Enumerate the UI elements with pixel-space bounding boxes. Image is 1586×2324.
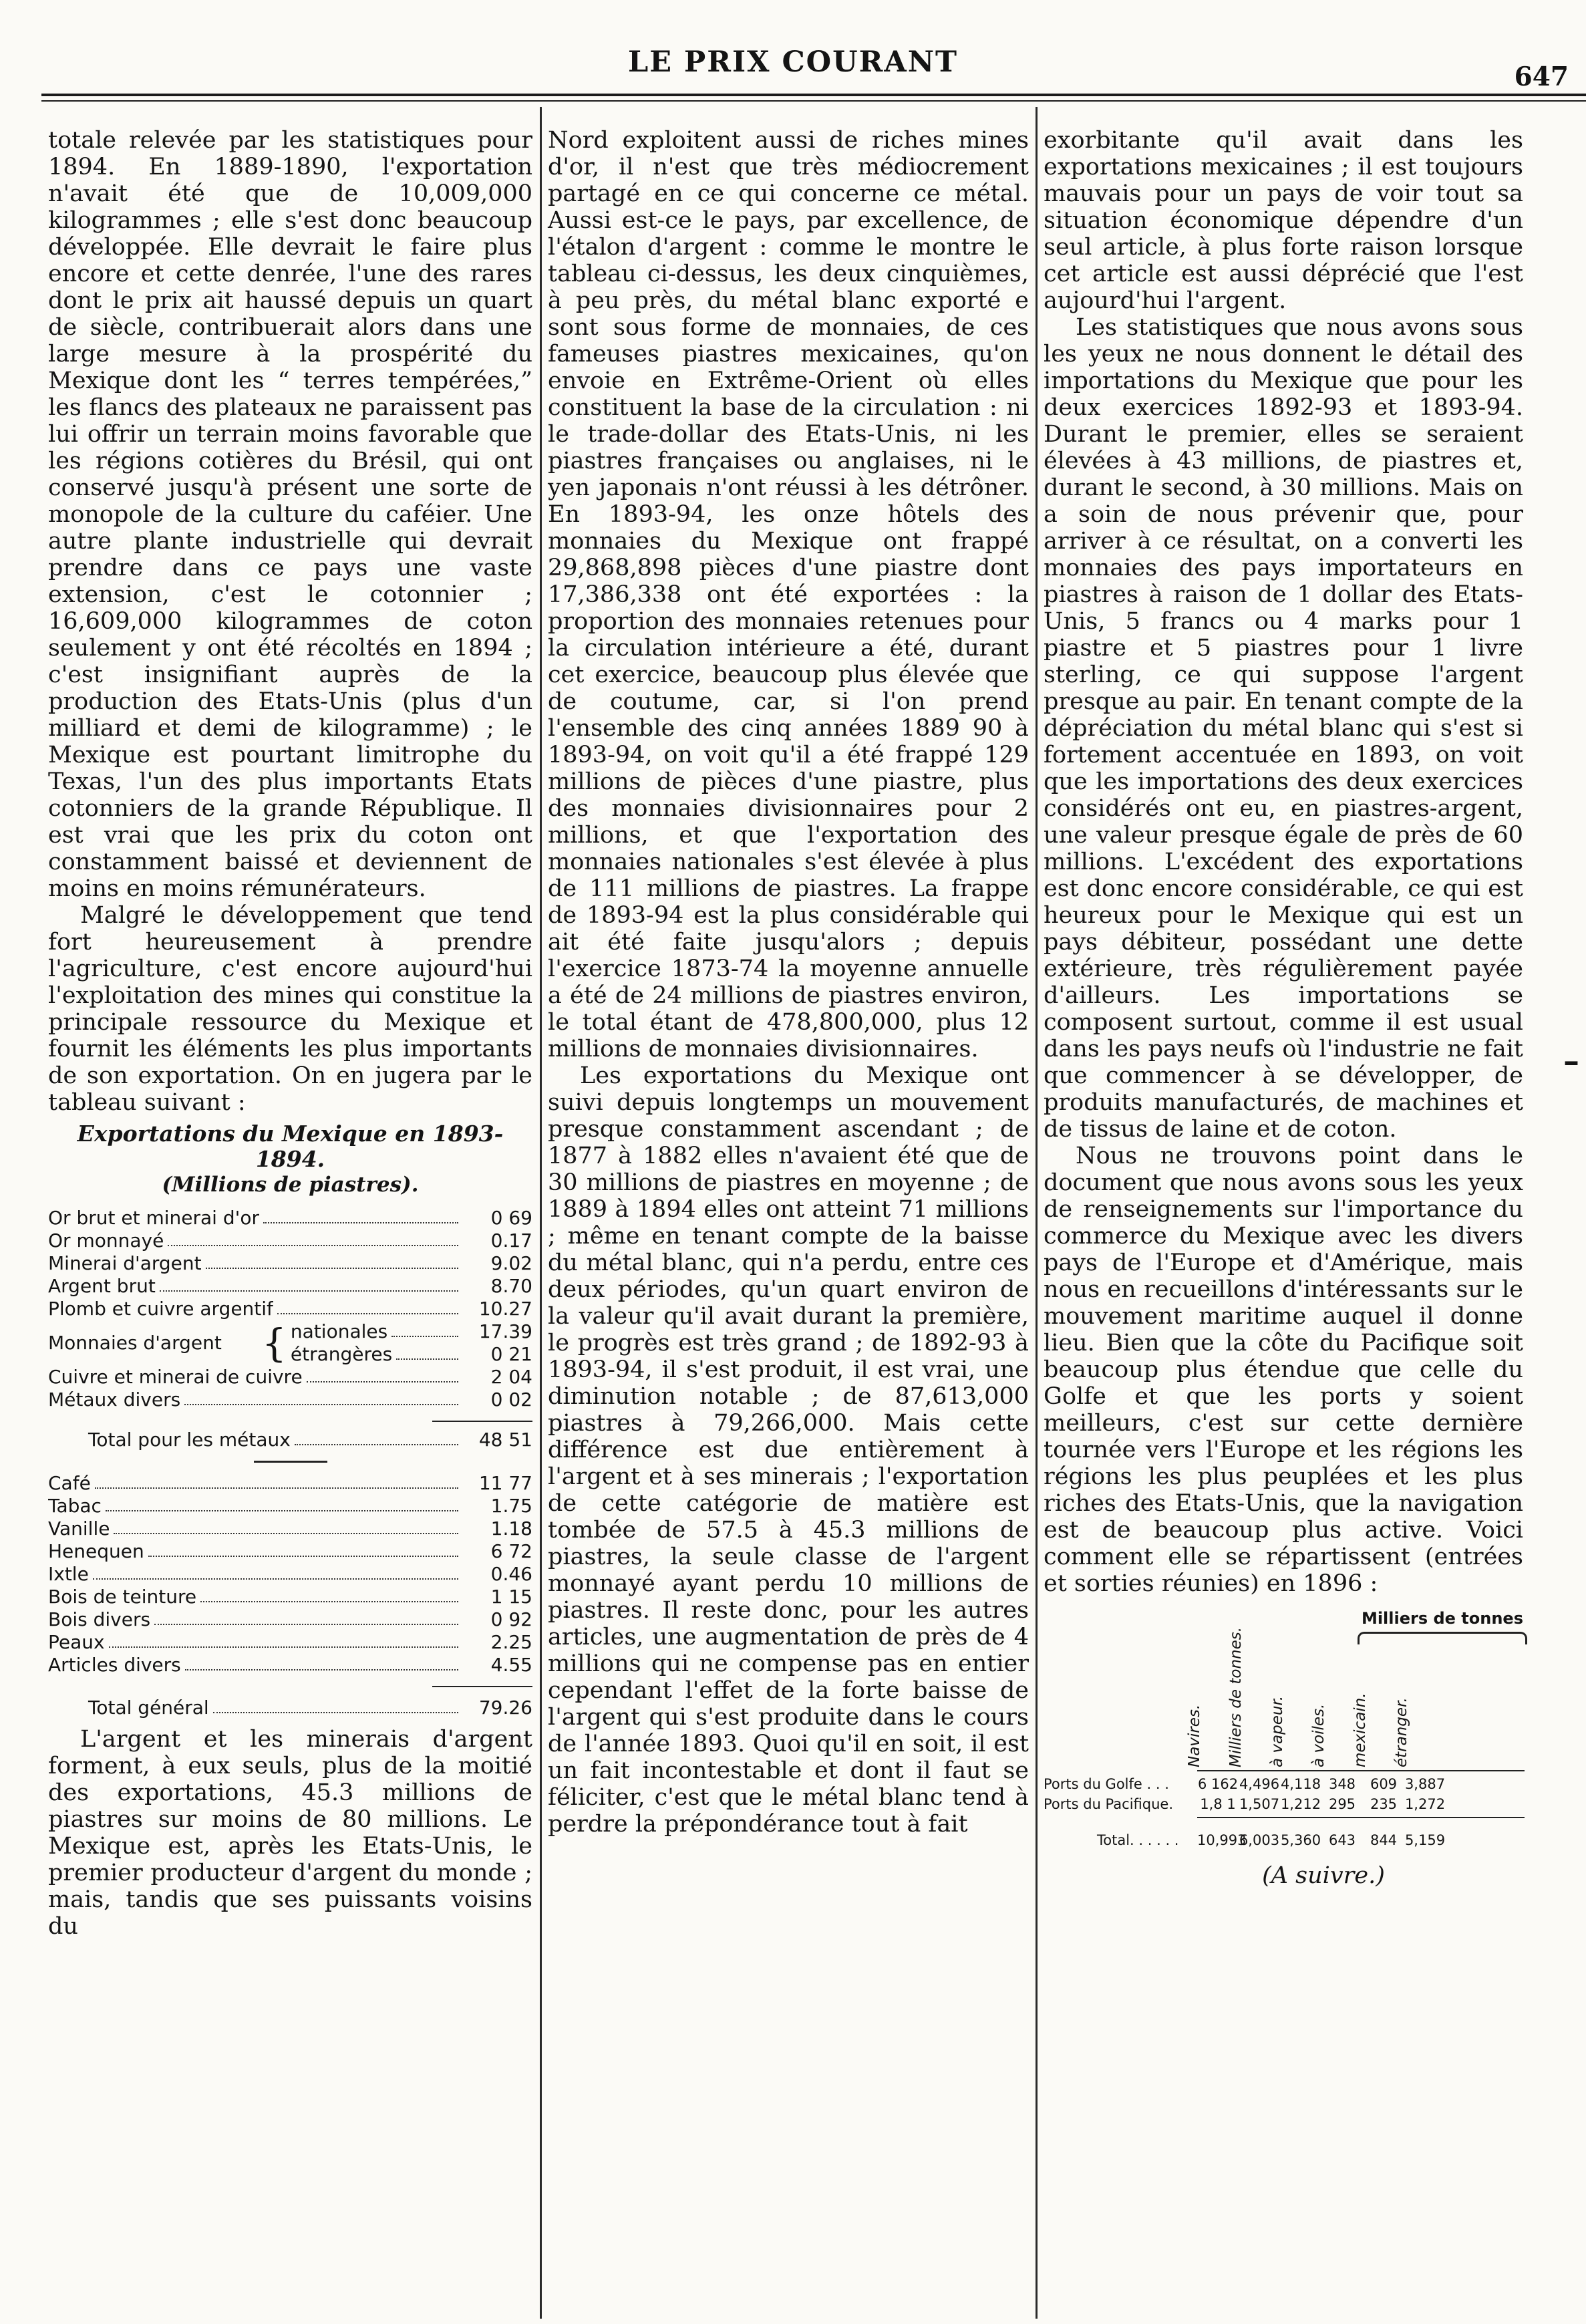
- running-title: LE PRIX COURANT: [627, 45, 959, 79]
- table-row: Plomb et cuivre argentif 10.27: [48, 1298, 532, 1320]
- table-row: Métaux divers 0 02: [48, 1389, 532, 1411]
- column-header: Navires.: [1186, 1704, 1203, 1767]
- table-row: Ports du Golfe . . . 6 162 4,496 4,118 348 609 3,887: [1044, 1776, 1446, 1792]
- table-row: Bois de teinture 1 15: [48, 1586, 532, 1608]
- column-header: mexicain.: [1352, 1693, 1369, 1767]
- paragraph: Malgré le développement que tend fort heureusement à prendre l'agriculture, c'est encore aujourd'hui l'exploitation des mines qui constitue la principale ressource du Mexique et fournit les éléments les plus importants de son exportation. On en jugera par le tableau suivant :: [48, 902, 532, 1116]
- table-subtitle: (Millions de piastres).: [162, 1173, 419, 1197]
- table-row: Or brut et minerai d'or 0 69: [48, 1207, 532, 1229]
- table-rule: [432, 1686, 532, 1687]
- paragraph: Les exportations du Mexique ont suivi depuis longtemps un mouvement presque constamment ascendant ; de 1877 à 1882 elles n'avaient été que de 30 millions de piastres en moyenne ; de 1889 à 1894 elles ont atteint 71 millions ; même en tenant compte de la baisse du métal blanc, qui n'a perdu, entre ces deux périodes, qu'un quart environ de la valeur qu'il avait durant la première, le progrès est très grand ; de 1892-93 à 1893-94, il s'est produit, il est vrai, une diminution notable ; de 87,613,000 piastres à 79,266,000. Mais cette différence est due entièrement à l'argent et à ses minerais ; l'exportation de cette catégorie de matière est tombée de 57.5 à 45.3 millions de piastres, la seule classe de l'argent monnayé ayant perdu 10 millions de piastres. Il reste donc, pour les autres articles, une augmentation de près de 4 millions qui ne compense pas en entier cependant l'effet de la forte baisse de l'argent qui s'est produite dans le cours de l'année 1893. Quoi qu'il en soit, il est un fait incontestable et dont il faut se féliciter, c'est que le métal blanc tend à perdre la prépondérance tout à fait: [548, 1062, 1029, 1838]
- table-row: Café 11 77: [48, 1472, 532, 1494]
- table-total-row: Total pour les métaux 48 51: [88, 1429, 532, 1451]
- monnaies-label: Monnaies d'argent: [48, 1332, 222, 1354]
- table-row: Or monnayé 0.17: [48, 1229, 532, 1252]
- paragraph: Nord exploitent aussi de riches mines d'or, il n'est que très médiocrement partagé en ce qui concerne ce métal. Aussi est-ce le pays, par excellence, de l'étalon d'argent : comme le montre le tableau ci-dessus, les deux cinquièmes, à peu près, du métal blanc exporté e sont sous forme de monnaies, de ces fameuses piastres mexicaines, qu'on envoie en Extrême-Orient où elles constituent la base de la circulation : ni le trade-dollar des Etats-Unis, ni les piastres françaises ou anglaises, ni le yen japonais n'ont réussi à les détrôner. En 1893-94, les onze hôtels des monnaies du Mexique ont frappé 29,868,898 pièces d'une piastre dont 17,386,338 ont été exportées : la proportion des monnaies retenues pour la circulation intérieure a été, durant cet exercice, beaucoup plus élevée que de coutume, car, si l'on prend l'ensemble des cinq années 1889 90 à 1893-94, on voit qu'il a été frappé 129 millions de pièces d'une piastre, plus des monnaies divisionnaires pour 2 millions, et que l'exportation des monnaies nationales s'est élevée à plus de 111 millions de piastres. La frappe de 1893-94 est la plus considérable qui ait été faite jusqu'alors ; depuis l'exercice 1873-74 la moyenne annuelle a été de 24 millions de piastres environ, le total étant de 478,800,000, plus 12 millions de monnaies divisionnaires.: [548, 127, 1029, 1062]
- table-title: Exportations du Mexique en 1893-1894.: [77, 1121, 504, 1172]
- table-row: Ixtle 0.46: [48, 1563, 532, 1585]
- paragraph: totale relevée par les statistiques pour 1894. En 1889-1890, l'exportation n'avait été que de 10,009,000 kilogrammes ; elle s'est donc beaucoup développée. Elle devrait le faire plus encore et cette denrée, l'une des rares dont le prix ait haussé depuis un quart de siècle, contribuerait alors dans une large mesure à la prospérité du Mexique dont les “ terres tempérées,” les flancs des plateaux ne paraissent pas lui offrir un terrain moins favorable que les régions cotières du Brésil, qui ont conservé jusqu'à présent une sorte de monopole de la culture du caféier. Une autre plante industrielle qui devrait prendre dans ce pays une vaste extension, c'est le cotonnier ; 16,609,000 kilogrammes de coton seulement y ont été récoltés en 1894 ; c'est insignifiant auprès de la production des Etats-Unis (plus d'un milliard et demi de kilogramme) ; le Mexique est pourtant limitrophe du Texas, l'un des plus importants Etats cotonniers de la grande République. Il est vrai que les prix du coton ont constamment baissé et deviennent de moins en moins rémunérateurs.: [48, 127, 532, 902]
- table-row: étrangères 0 21: [290, 1343, 532, 1365]
- table-row: Tabac 1.75: [48, 1495, 532, 1517]
- margin-mark: –: [1563, 1042, 1579, 1080]
- column-1: [48, 127, 532, 1940]
- separator-rule: [254, 1461, 327, 1463]
- column-divider: [1036, 107, 1038, 2319]
- table-row: Bois divers 0 92: [48, 1608, 532, 1630]
- paragraph: L'argent et les minerais d'argent forment, à eux seuls, plus de la moitié des exportations, 45.3 millions de piastres sur moins de 80 millions. Le Mexique est, après les Etats-Unis, le premier producteur d'argent du monde ; mais, tandis que ses puissants voisins du: [48, 1726, 532, 1940]
- shipping-group-brace: [1358, 1632, 1527, 1644]
- running-head: [0, 45, 1586, 92]
- table-row: Argent brut 8.70: [48, 1275, 532, 1297]
- table-row: Vanille 1.18: [48, 1517, 532, 1540]
- column-header: étranger.: [1393, 1697, 1410, 1767]
- table-total-row: Total. . . . . . 10,993 6,003 5,360 643 844 5,159: [1097, 1832, 1446, 1848]
- brace-glyph: {: [262, 1320, 287, 1366]
- table-row: Cuivre et minerai de cuivre 2 04: [48, 1366, 532, 1388]
- shipping-group-header: Milliers de tonnes: [1361, 1609, 1523, 1628]
- table-rule: [432, 1421, 532, 1422]
- column-3: [1044, 127, 1523, 1889]
- shipping-header-row: [1186, 1626, 1523, 1767]
- paragraph: Les statistiques que nous avons sous les yeux ne nous donnent le détail des importations du Mexique que pour les deux exercices 1892-93 et 1893-94. Durant le premier, elles se seraient élevées à 43 millions, de piastres et, durant le second, à 30 millions. Mais on a soin de nous prévenir que, pour arriver à ce résultat, on a converti les monnaies des pays importateurs en piastres à raison de 1 dollar des Etats-Unis, 5 francs ou 4 marks pour 1 piastre et 5 piastres pour 1 livre sterling, ce qui suppose l'argent presque au pair. En tenant compte de la dépréciation du métal blanc qui s'est si fortement accentuée en 1893, on voit que les importations des deux exercices considérés ont eu, en piastres-argent, une valeur presque égale de près de 60 millions. L'excédent des exportations est donc encore considérable, ce qui est heureux pour le Mexique qui est un pays débiteur, possédant une dette extérieure, très régulièrement payée d'ailleurs. Les importations se composent surtout, comme il est usual dans les pays neufs où l'industrie ne fait que commencer à se développer, de produits manufacturés, de machines et de tissus de laine et de coton.: [1044, 314, 1523, 1143]
- column-header: à vapeur.: [1269, 1695, 1286, 1767]
- paragraph: Nous ne trouvons point dans le document que nous avons sous les yeux de renseignements sur l'importance du commerce du Mexique avec les divers pays de l'Europe et d'Amérique, mais nous en recueillons d'intéressants sur le mouvement maritime auquel il donne lieu. Bien que la côte du Pacifique soit beaucoup plus étendue que celle du Golfe et que les ports y soient meilleurs, c'est sur cette dernière tournée vers l'Europe et les régions les régions les plus peuplées et les plus riches des Etats-Unis, que la navigation est de beaucoup plus active. Voici comment elle se répartissent (entrées et sorties réunies) en 1896 :: [1044, 1143, 1523, 1597]
- table-row: Ports du Pacifique. 1,8 1 1,507 1,212 295 235 1,272: [1044, 1796, 1446, 1812]
- table-grand-total-row: Total général 79.26: [88, 1697, 532, 1719]
- paragraph: exorbitante qu'il avait dans les exportations mexicaines ; il est toujours mauvais pour un pays de voir tout sa situation économique dépendre d'un seul article, à plus forte raison lorsque cet article est aussi déprécié que l'est aujourd'hui l'argent.: [1044, 127, 1523, 314]
- table-row: Peaux 2.25: [48, 1631, 532, 1653]
- page-number: 647: [1514, 61, 1569, 92]
- table-row: Henequen 6 72: [48, 1540, 532, 1562]
- table-row: nationales 17.39: [290, 1320, 532, 1342]
- column-header: Milliers de tonnes.: [1227, 1626, 1245, 1767]
- header-rule: [41, 94, 1586, 96]
- column-divider: [540, 107, 542, 2319]
- column-header: à voiles.: [1310, 1703, 1327, 1767]
- exports-table: [48, 1207, 532, 1719]
- column-2: [548, 127, 1029, 1838]
- table-row: Minerai d'argent 9.02: [48, 1252, 532, 1274]
- table-row: Articles divers 4.55: [48, 1654, 532, 1676]
- continued-note: (A suivre.): [1262, 1862, 1385, 1889]
- header-rule-thin: [41, 100, 1586, 102]
- shipping-table: [1044, 1626, 1523, 1850]
- monnaies-group: [48, 1320, 532, 1366]
